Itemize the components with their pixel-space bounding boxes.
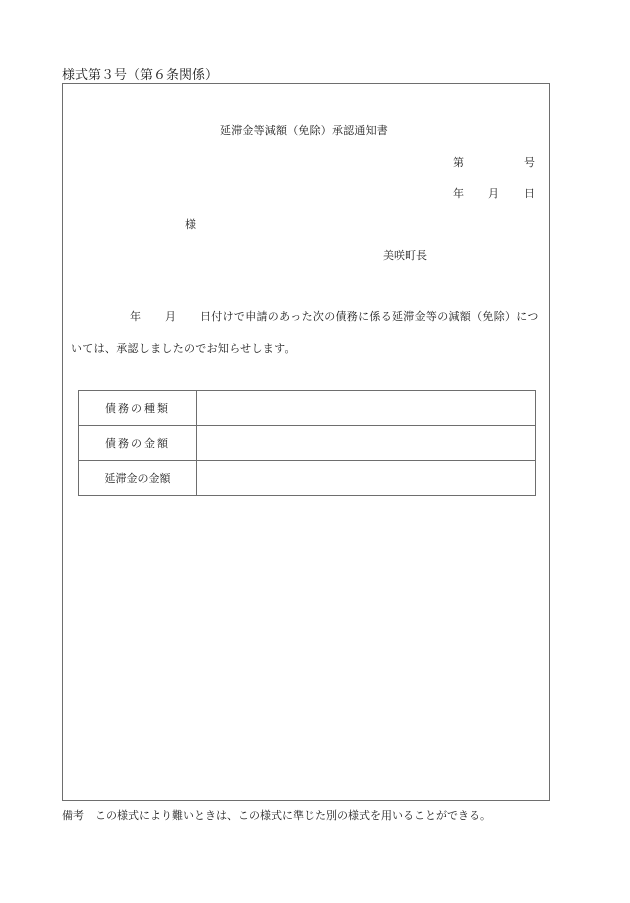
row-value-debt-amount[interactable] [197,426,536,461]
row-value-late-fee-amount[interactable] [197,461,536,496]
body-line1: 日付けで申請のあった次の債務に係る延滞金等の減額（免除）につ [200,310,539,323]
issuer-name: 美咲町長 [383,249,427,262]
document-title: 延滞金等減額（免除）承認通知書 [220,124,388,137]
table-row [79,426,536,461]
date-year: 年 [453,187,464,200]
date-month: 月 [488,187,499,200]
body-year: 年 [130,310,142,323]
table-row [79,391,536,426]
row-label-debt-type: 債務の種類 [79,391,197,426]
body-line2: いては、承認しましたのでお知らせします。 [71,342,296,355]
debt-details-table [78,390,536,496]
row-value-debt-type[interactable] [197,391,536,426]
table-row [79,461,536,496]
row-label-debt-amount: 債務の金額 [79,426,197,461]
form-number-label: 様式第３号（第６条関係） [62,68,219,83]
date-day: 日 [524,187,535,200]
addressee-suffix: 様 [185,218,196,231]
row-label-late-fee-amount: 延滞金の金額 [79,461,197,496]
number-suffix: 号 [524,156,535,169]
body-month: 月 [165,310,177,323]
remarks-note: 備考 この様式により難いときは、この様式に準じた別の様式を用いることができる。 [62,809,491,822]
number-prefix: 第 [453,156,464,169]
